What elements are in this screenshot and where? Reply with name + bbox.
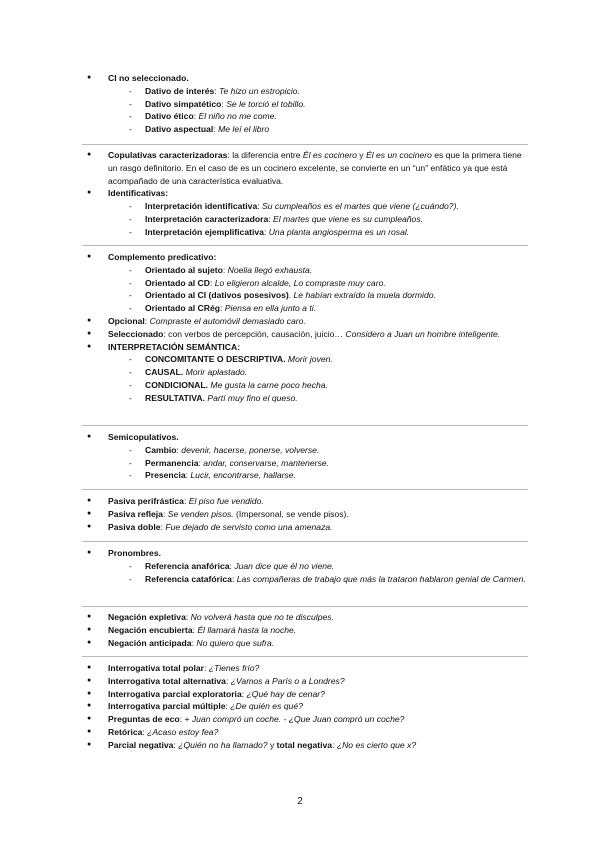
list-item: ● Copulativas caracterizadoras: la diferencia entre Él es cocinero y Él es un cocinero es que la primera tiene un rasgo definitorio. En el caso de es un cocinero excelente, se convierte en un “un” enfático ya que está acompañado de una característica evaluativa. [82,149,528,187]
section-heading: CI no seleccionado. [108,73,189,83]
page-number: 2 [297,796,303,807]
list-item: - CONDICIONAL. Me gusta la carne poco hecha. [82,379,528,392]
list-item [82,431,528,444]
list-item: - Dativo ético: El niño no me come. [82,110,528,123]
section-heading: INTERPRETACIÓN SEMÁNTICA: [108,341,241,352]
divider [82,606,528,607]
list-item: - RESULTATIVA. Partí muy fino el queso. [82,392,528,405]
list-item: - Interpretación identificativa: Su cumpleaños es el martes que viene (¿cuándo?). [82,200,528,213]
list-item [82,341,528,354]
list-item: ● Retórica: ¿Acaso estoy fea? [82,726,528,739]
section-heading: Identificativas: [108,188,169,199]
list-item: - Orientado al CRég: Piensa en ella junto a ti. [82,302,528,315]
list-item: ● Preguntas de eco: + Juan compró un coche. - ¿Que Juan compró un coche? [82,713,528,726]
list-item: ● Negación anticipada: No quiero que sufra. [82,637,528,650]
list-item: - Dativo de interés: Te hizo un estropicio. [82,85,528,98]
section-heading: Pronombres. [108,548,162,558]
list-item [82,72,528,85]
list-item: - Presencia: Lucir, encontrarse, hallarse. [82,469,528,482]
list-item [82,251,528,264]
list-item: - CONCOMITANTE O DESCRIPTIVA. Morir joven. [82,353,528,366]
list-item: ● Interrogativa parcial exploratoria: ¿Qué hay de cenar? [82,688,528,701]
divider [82,245,528,246]
divider [82,144,528,145]
section-copulativas [82,149,528,239]
list-item: ● Interrogativa parcial múltiple: ¿De quién es qué? [82,700,528,713]
list-item: ● Pasiva refleja: Se venden pisos. (Impersonal, se vende pisos). [82,508,528,521]
list-item: ● Negación encubierta: Él llamará hasta la noche. [82,624,528,637]
list-item: - Orientado al CD: Lo eligieron alcalde, Lo compraste muy caro. [82,277,528,290]
section-ci-no-seleccionado [82,72,528,136]
list-item: ● Negación expletiva: No volverá hasta que no te disculpes. [82,611,528,624]
section-heading: Complemento predicativo: [108,252,217,262]
list-item: - Referencia catafórica: Las compañeras de trabajo que más la trataron hablaron genial de Carmen. [82,573,528,586]
section-complemento-predicativo [82,251,528,405]
list-item: ● Opcional: Compraste el automóvil demasiado caro. [82,315,528,328]
list-item [82,187,528,200]
list-item: - Interpretación ejemplificativa: Una planta angiosperma es un rosal. [82,226,528,239]
section-pronombres [82,547,528,585]
list-item: - Referencia anafórica: Juan dice que él no viene. [82,560,528,573]
list-item: ● Seleccionado: con verbos de percepción, causación, juicio… Considero a Juan un hombre inteligente. [82,328,528,341]
list-item: - Cambio: devenir, hacerse, ponerse, volverse. [82,444,528,457]
divider [82,656,528,657]
section-negacion [82,611,528,649]
list-item [82,547,528,560]
list-item: - Interpretación caracterizadora: El martes que viene es su cumpleaños. [82,213,528,226]
divider [82,425,528,426]
list-item: - CAUSAL. Morir aplastado. [82,366,528,379]
section-pasivas [82,495,528,533]
list-item: ● Pasiva perifrástica: El piso fue vendido. [82,495,528,508]
list-item: - Dativo simpatético: Se le torció el tobillo. [82,98,528,111]
list-item: ● Interrogativa total alternativa: ¿Vamos a París o a Londres? [82,675,528,688]
section-semicopulativos [82,431,528,482]
list-item: - Permanencia: andar, conservarse, mantenerse. [82,457,528,470]
section-heading: Semicopulativos. [108,432,179,442]
list-item: ● Parcial negativa: ¿Quién no ha llamado? y total negativa: ¿No es cierto que x? [82,739,528,752]
list-item: ● Pasiva doble: Fue dejado de servisto como una amenaza. [82,521,528,534]
list-item: - Dativo aspectual: Me leí el libro [82,123,528,136]
list-item: - Orientado al sujeto: Noelia llegó exhausta. [82,264,528,277]
list-item: ● Interrogativa total polar: ¿Tienes frío? [82,662,528,675]
divider [82,541,528,542]
list-item: - Orientado al CI (dativos posesivos). Le habían extraído la muela dormido. [82,289,528,302]
divider [82,489,528,490]
section-interrogativas [82,662,528,752]
